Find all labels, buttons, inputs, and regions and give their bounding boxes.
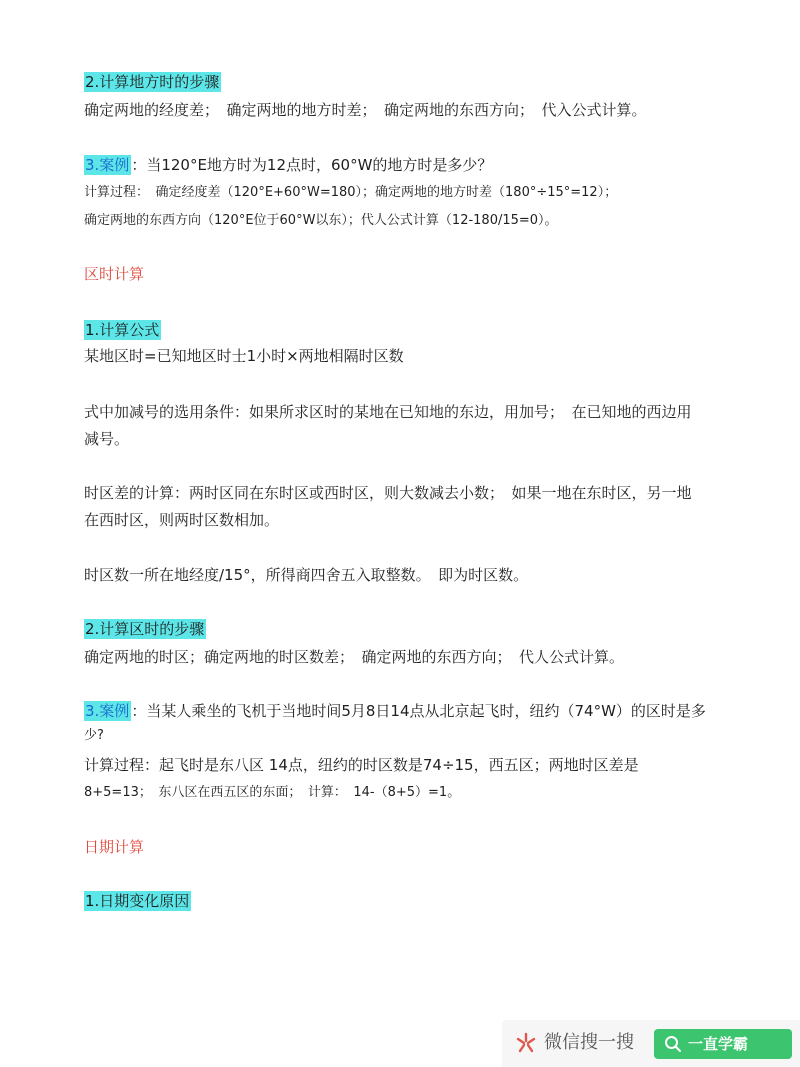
zone-time-steps-text: 确定两地的时区；确定两地的时区数差； 确定两地的东西方向； 代人公式计算。 [84, 648, 625, 666]
zone-time-case-question-line2: 少? [84, 728, 104, 743]
zone-time-case-question-line1 [84, 701, 706, 721]
zone-time-note2-line1: 时区差的计算：两时区同在东时区或西时区，则大数减去小数； 如果一地在东时区，另一地 [84, 484, 692, 502]
local-time-steps-heading [84, 72, 221, 92]
highlighted-heading: 2.计算地方时的步骤 [85, 73, 220, 91]
zone-time-formula: 某地区时=已知地区时士1小时×两地相隔时区数 [84, 347, 404, 365]
zone-time-section-title: 区时计算 [84, 265, 145, 283]
zone-time-note2-line2: 在西时区，则两时区数相加。 [84, 511, 280, 529]
zone-time-note1-line1: 式中加减号的选用条件：如果所求区时的某地在已知地的东边，用加号； 在已知地的西边用 [84, 403, 692, 421]
local-time-case-calc-line1: 计算过程： 确定经度差（120°E+60°W=180）；确定两地的地方时差（180°÷15°=12）； [84, 185, 618, 200]
search-account-button[interactable] [654, 1029, 792, 1059]
search-account-label: 一直学霸 [688, 1035, 749, 1053]
zone-time-formula-heading [84, 320, 161, 340]
wechat-search-logo-icon [514, 1031, 538, 1055]
local-time-case-calc-line2: 确定两地的东西方向（120°E位于60°W以东）；代人公式计算（12-180/15=0）。 [84, 213, 558, 228]
zone-time-steps-heading [84, 619, 206, 639]
date-calc-section-title: 日期计算 [84, 838, 145, 856]
case-label: 3.案例 [85, 702, 130, 720]
case-question: ：当某人乘坐的飞机于当地时间5月8日14点从北京起飞时，纽约（74°W）的区时是多 [131, 702, 706, 720]
wechat-search-watermark [502, 1020, 800, 1067]
search-icon [664, 1035, 682, 1053]
local-time-steps-text: 确定两地的经度差； 确定两地的地方时差； 确定两地的东西方向； 代入公式计算。 [84, 101, 647, 119]
highlighted-heading: 1.计算公式 [85, 321, 160, 339]
zone-time-note1-line2: 减号。 [84, 430, 130, 448]
zone-time-case-calc-line2: 8+5=13； 东八区在西五区的东面； 计算： 14-（8+5）=1。 [84, 785, 461, 800]
watermark-text: 微信搜一搜 [544, 1032, 634, 1053]
highlighted-heading: 1.日期变化原因 [85, 892, 190, 910]
local-time-case-question-line [84, 155, 492, 175]
date-calc-heading [84, 891, 191, 911]
case-question: ：当120°E地方时为12点时，60°W的地方时是多少？ [131, 156, 493, 174]
zone-time-case-calc-line1: 计算过程：起飞时是东八区 14点，纽约的时区数是74÷15，西五区；两地时区差是 [84, 756, 639, 774]
case-label: 3.案例 [85, 156, 130, 174]
zone-time-note3: 时区数一所在地经度/15°，所得商四舍五入取整数。 即为时区数。 [84, 566, 529, 584]
highlighted-heading: 2.计算区时的步骤 [85, 620, 205, 638]
